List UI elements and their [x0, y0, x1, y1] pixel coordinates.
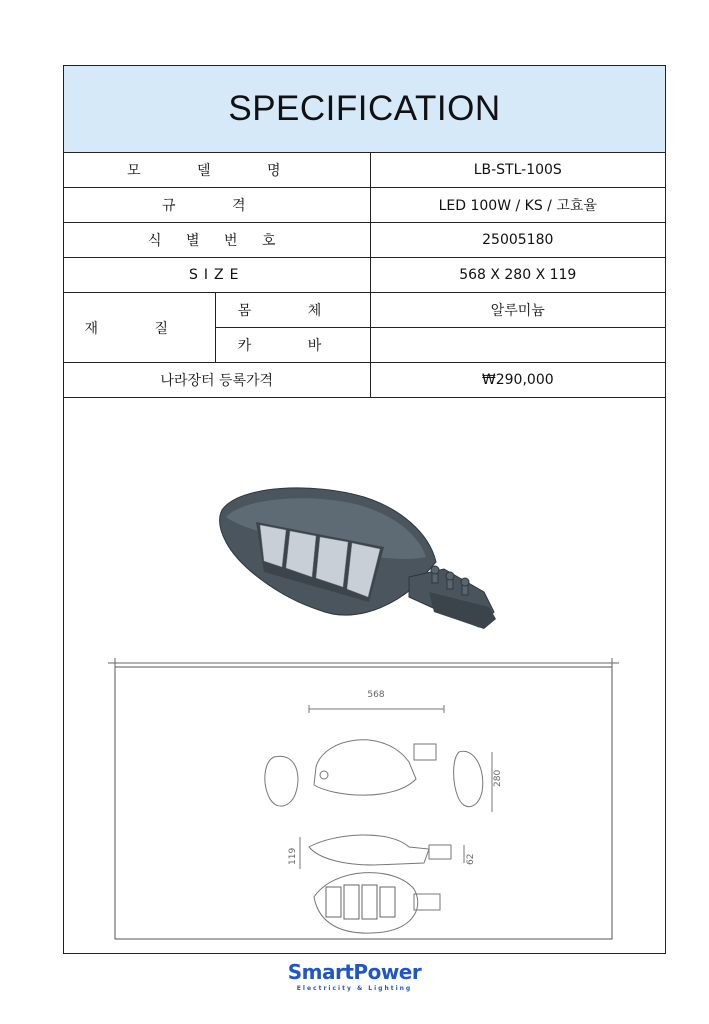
brand-tagline: Electricity & Lighting — [296, 985, 413, 992]
size-label: SIZE — [64, 258, 370, 293]
brand-name: SmartPower — [287, 960, 422, 984]
model-value: LB-STL-100S — [370, 153, 665, 188]
model-label: 모 델 명 — [64, 153, 370, 188]
table-row — [64, 363, 665, 398]
id-no-value: 25005180 — [370, 223, 665, 258]
drawing-frame — [115, 667, 612, 939]
table-row — [64, 188, 665, 223]
dim-width: 280 — [493, 769, 503, 787]
table-row — [64, 258, 665, 293]
table-row — [64, 293, 665, 328]
dim-arm: 62 — [466, 853, 476, 865]
spec-value: LED 100W / KS / 고효율 — [370, 188, 665, 223]
spec-sheet — [63, 65, 666, 954]
price-label: 나라장터 등록가격 — [64, 363, 370, 398]
spec-label: 규 격 — [64, 188, 370, 223]
body-value: 알루미늄 — [370, 293, 665, 328]
price-value: ₩290,000 — [370, 363, 665, 398]
dim-height: 119 — [288, 847, 298, 865]
street-lamp-head — [220, 488, 496, 629]
product-photo — [64, 397, 665, 953]
table-row — [64, 223, 665, 258]
table-row — [64, 153, 665, 188]
brand-logo — [0, 960, 709, 992]
size-value: 568 X 280 X 119 — [370, 258, 665, 293]
spec-title: SPECIFICATION — [64, 66, 665, 153]
id-no-label: 식 별 번 호 — [64, 223, 370, 258]
technical-drawing — [265, 705, 492, 933]
dim-length: 568 — [367, 690, 385, 700]
spec-table — [64, 152, 665, 398]
body-label: 몸 체 — [215, 293, 370, 328]
cover-label: 카 바 — [215, 328, 370, 363]
material-label: 재 질 — [64, 293, 215, 363]
cover-value — [370, 328, 665, 363]
